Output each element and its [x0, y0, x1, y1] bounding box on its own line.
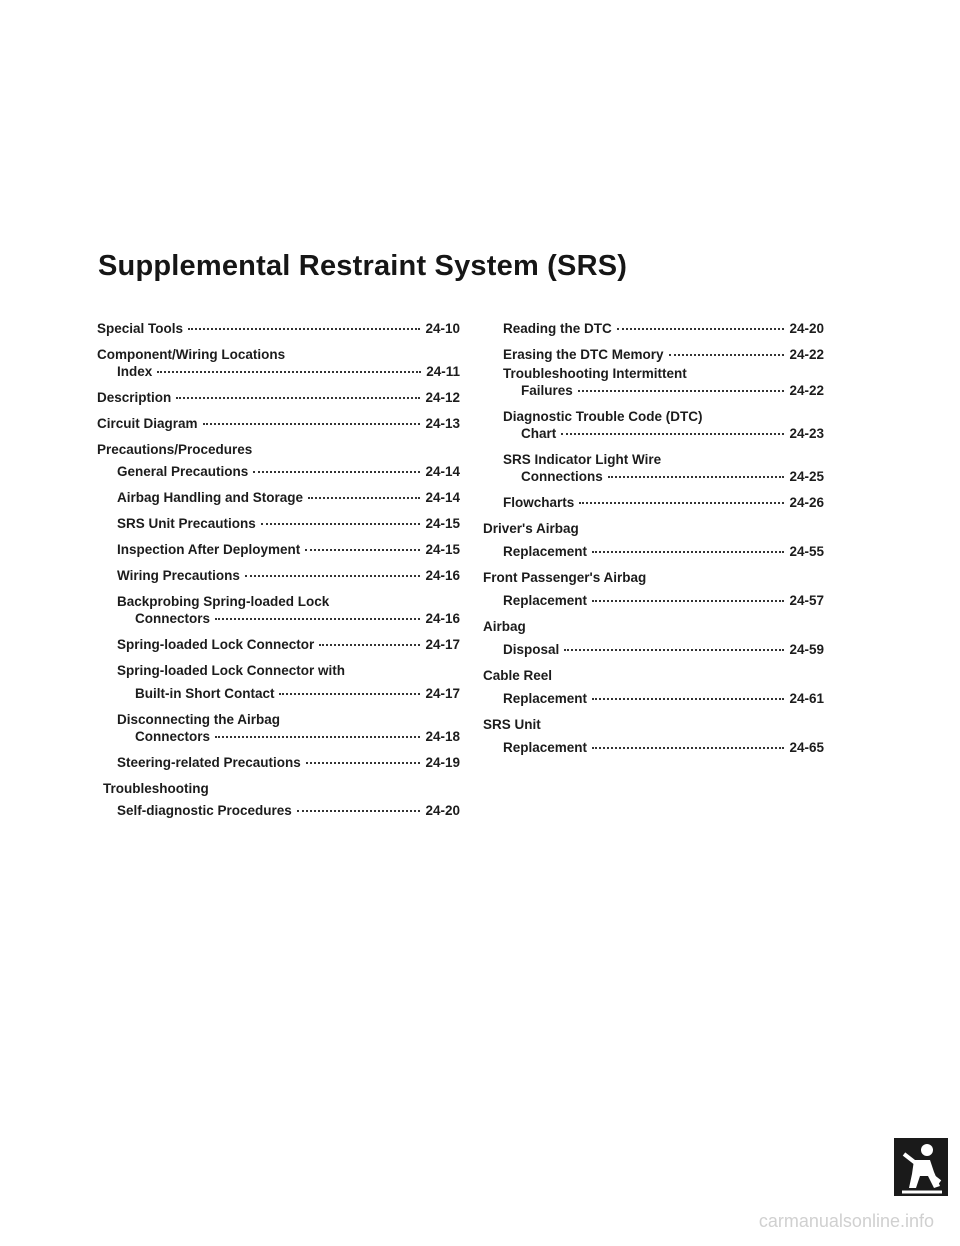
- toc-entry-label: Description: [97, 390, 172, 405]
- toc-entry[interactable]: [117, 463, 460, 480]
- toc-page-number: 24-20: [425, 803, 460, 818]
- toc-entry-label: Connections: [521, 469, 603, 484]
- toc-entry[interactable]: [503, 408, 824, 442]
- toc-entry-label: Replacement: [503, 691, 588, 706]
- toc-page-number: 24-18: [425, 729, 460, 744]
- toc-entry-label: Troubleshooting: [103, 781, 209, 796]
- toc-page-number: 24-20: [789, 321, 824, 336]
- toc-entry-label: Troubleshooting Intermittent: [503, 366, 687, 381]
- toc-entry[interactable]: [503, 320, 824, 337]
- toc-page-number: 24-13: [425, 416, 460, 431]
- page-title: Supplemental Restraint System (SRS): [98, 250, 628, 282]
- toc-page-number: 24-16: [425, 611, 460, 626]
- toc-page-number: 24-26: [789, 495, 824, 510]
- toc-entry-label: Connectors: [135, 729, 211, 744]
- toc-entry[interactable]: [97, 320, 460, 337]
- toc-page-number: 24-61: [789, 691, 824, 706]
- toc-entry-label: Replacement: [503, 740, 588, 755]
- toc-entry[interactable]: [117, 754, 460, 771]
- toc-page-number: 24-16: [425, 568, 460, 583]
- toc-page-number: 24-23: [789, 426, 824, 441]
- toc-entry-label: Flowcharts: [503, 495, 575, 510]
- toc-entry-label: Airbag Handling and Storage: [117, 490, 304, 505]
- toc-entry[interactable]: [97, 389, 460, 406]
- toc-entry-label: Driver's Airbag: [483, 521, 579, 536]
- toc-page-number: 24-17: [425, 686, 460, 701]
- toc-entry-label: Erasing the DTC Memory: [503, 347, 664, 362]
- toc-entry-label: SRS Unit Precautions: [117, 516, 256, 531]
- toc-entry-label: Spring-loaded Lock Connector with: [117, 663, 346, 678]
- toc-entry-label: Disconnecting the Airbag: [117, 712, 281, 727]
- toc-entry-label: General Precautions: [117, 464, 249, 479]
- toc-entry[interactable]: [117, 711, 460, 745]
- toc-entry[interactable]: [483, 520, 824, 560]
- toc-page-number: 24-59: [789, 642, 824, 657]
- toc-entry[interactable]: [483, 716, 824, 756]
- toc-entry[interactable]: [483, 667, 824, 707]
- toc-page-number: 24-22: [789, 383, 824, 398]
- toc-entry[interactable]: [97, 415, 460, 432]
- toc-entry-label: SRS Unit: [483, 717, 541, 732]
- toc-entry-label: Steering-related Precautions: [117, 755, 301, 770]
- toc-entry-label: Wiring Precautions: [117, 568, 240, 583]
- toc-entry[interactable]: [503, 346, 824, 363]
- toc-entry-label: Inspection After Deployment: [117, 542, 301, 557]
- toc-entry[interactable]: [117, 802, 460, 819]
- toc-entry-label: Front Passenger's Airbag: [483, 570, 647, 585]
- toc-entry[interactable]: [117, 489, 460, 506]
- toc-entry-label: Spring-loaded Lock Connector: [117, 637, 315, 652]
- toc-entry[interactable]: [117, 636, 460, 653]
- toc-entry[interactable]: [503, 494, 824, 511]
- toc-page-number: 24-14: [425, 464, 460, 479]
- toc-entry-label: Airbag: [483, 619, 526, 634]
- toc-entry[interactable]: [97, 346, 460, 380]
- toc-page-number: 24-12: [425, 390, 460, 405]
- toc-entry-label: Connectors: [135, 611, 211, 626]
- toc-left-column: [97, 320, 460, 828]
- toc-entry-label: Chart: [521, 426, 557, 441]
- toc-page-number: 24-65: [789, 740, 824, 755]
- toc-page-number: 24-25: [789, 469, 824, 484]
- toc-page-number: 24-10: [425, 321, 460, 336]
- toc-entry[interactable]: [117, 541, 460, 558]
- toc-entry-label: Index: [117, 364, 153, 379]
- watermark: carmanualsonline.info: [758, 1211, 934, 1231]
- toc-entry[interactable]: [117, 515, 460, 532]
- toc-entry-label: Disposal: [503, 642, 560, 657]
- toc-entry[interactable]: [483, 569, 824, 609]
- toc-entry-label: Reading the DTC: [503, 321, 612, 336]
- toc-page-number: 24-14: [425, 490, 460, 505]
- toc-entry[interactable]: [503, 365, 824, 399]
- toc-entry-label: Circuit Diagram: [97, 416, 198, 431]
- toc-page-number: 24-15: [425, 516, 460, 531]
- toc-entry-label: Precautions/Procedures: [97, 442, 253, 457]
- toc-entry-label: Diagnostic Trouble Code (DTC): [503, 409, 703, 424]
- toc-entry-label: Failures: [521, 383, 573, 398]
- toc-entry-label: Self-diagnostic Procedures: [117, 803, 292, 818]
- toc-entry-label: SRS Indicator Light Wire: [503, 452, 662, 467]
- toc-entry[interactable]: [117, 593, 460, 627]
- toc-section-heading: [103, 780, 460, 797]
- toc-page-number: 24-11: [426, 364, 460, 379]
- toc-section-heading: [97, 441, 460, 458]
- toc-page-number: 24-17: [425, 637, 460, 652]
- toc-entry-label: Built-in Short Contact: [135, 686, 275, 701]
- toc-entry-label: Replacement: [503, 544, 588, 559]
- toc-entry-label: Component/Wiring Locations: [97, 347, 286, 362]
- toc-entry[interactable]: [483, 618, 824, 658]
- toc-right-column: [483, 320, 824, 765]
- toc-page-number: 24-19: [425, 755, 460, 770]
- toc-entry-label: Replacement: [503, 593, 588, 608]
- toc-entry-label: Backprobing Spring-loaded Lock: [117, 594, 330, 609]
- toc-page-number: 24-15: [425, 542, 460, 557]
- toc-page-number: 24-57: [789, 593, 824, 608]
- toc-page-number: 24-55: [789, 544, 824, 559]
- toc-entry[interactable]: [117, 567, 460, 584]
- toc-entry-label: Special Tools: [97, 321, 184, 336]
- toc-entry-label: Cable Reel: [483, 668, 553, 683]
- toc-entry[interactable]: [117, 662, 460, 702]
- toc-entry[interactable]: [503, 451, 824, 485]
- toc-page-number: 24-22: [789, 347, 824, 362]
- seatbelt-srs-icon: [894, 1138, 948, 1196]
